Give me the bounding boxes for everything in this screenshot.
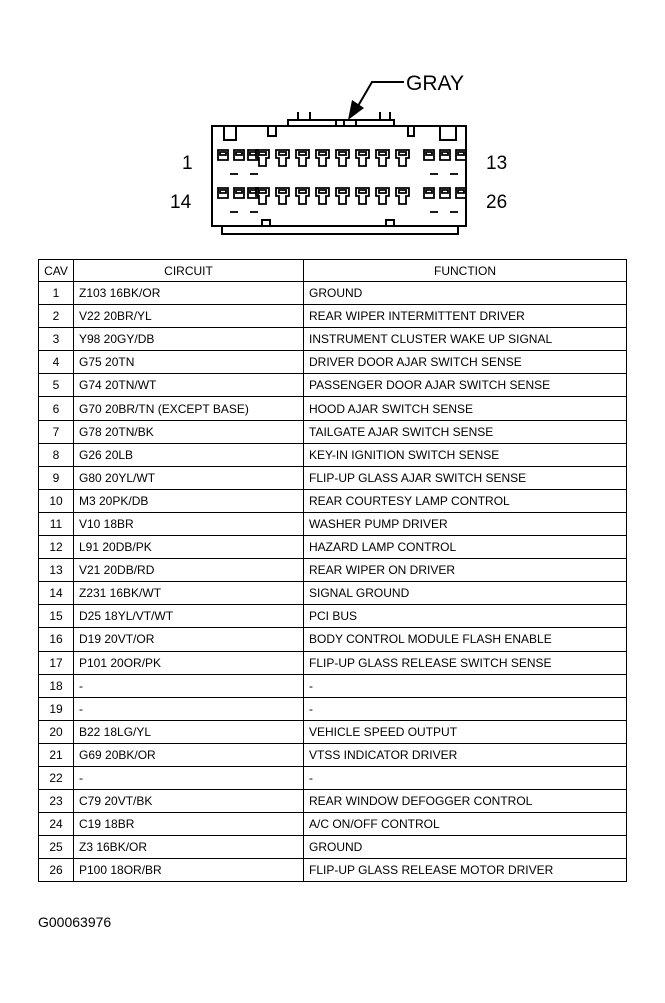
function-cell: WASHER PUMP DRIVER (304, 512, 627, 535)
function-cell: - (304, 766, 627, 789)
callout-leader-line (358, 82, 404, 106)
connector-cavity (276, 150, 289, 166)
connector-cavity (424, 150, 434, 160)
circuit-cell: D25 18YL/VT/WT (74, 605, 304, 628)
table-row (39, 651, 627, 674)
function-cell: BODY CONTROL MODULE FLASH ENABLE (304, 628, 627, 651)
circuit-cell: - (74, 697, 304, 720)
header-function: FUNCTION (304, 260, 627, 282)
circuit-cell: C79 20VT/BK (74, 790, 304, 813)
connector-cavity (218, 188, 228, 198)
cav-cell: 12 (39, 536, 74, 559)
cav-cell: 6 (39, 397, 74, 420)
connector-housing-outline (212, 126, 466, 226)
circuit-cell: G80 20YL/WT (74, 466, 304, 489)
cav-cell: 1 (39, 282, 74, 305)
function-cell: A/C ON/OFF CONTROL (304, 813, 627, 836)
table-row (39, 766, 627, 789)
table-row (39, 859, 627, 882)
cav-cell: 7 (39, 420, 74, 443)
circuit-cell: G74 20TN/WT (74, 374, 304, 397)
table-row (39, 420, 627, 443)
table-header-row (39, 260, 627, 282)
table-row (39, 328, 627, 351)
circuit-cell: M3 20PK/DB (74, 489, 304, 512)
connector-cavity (456, 150, 466, 160)
circuit-cell: V10 18BR (74, 512, 304, 535)
connector-cavity (316, 188, 329, 204)
connector-cavity (376, 150, 389, 166)
cav-cell: 15 (39, 605, 74, 628)
connector-cavity (356, 150, 369, 166)
cav-cell: 25 (39, 836, 74, 859)
function-cell: KEY-IN IGNITION SWITCH SENSE (304, 443, 627, 466)
circuit-cell: Z231 16BK/WT (74, 582, 304, 605)
cav-cell: 22 (39, 766, 74, 789)
cav-cell: 17 (39, 651, 74, 674)
circuit-cell: G69 20BK/OR (74, 743, 304, 766)
function-cell: GROUND (304, 836, 627, 859)
circuit-cell: V22 20BR/YL (74, 305, 304, 328)
table-row (39, 351, 627, 374)
function-cell: PASSENGER DOOR AJAR SWITCH SENSE (304, 374, 627, 397)
table-row (39, 743, 627, 766)
cav-cell: 24 (39, 813, 74, 836)
table-row (39, 720, 627, 743)
circuit-cell: G26 20LB (74, 443, 304, 466)
pin-label-bottom-right: 26 (486, 192, 508, 213)
cav-cell: 19 (39, 697, 74, 720)
connector-face-diagram (0, 0, 665, 250)
circuit-cell: Y98 20GY/DB (74, 328, 304, 351)
pinout-table (38, 259, 627, 882)
function-cell: HAZARD LAMP CONTROL (304, 536, 627, 559)
circuit-cell: B22 18LG/YL (74, 720, 304, 743)
connector-cavity (336, 150, 349, 166)
connector-cavity (396, 188, 409, 204)
cav-cell: 9 (39, 466, 74, 489)
connector-cavity (356, 188, 369, 204)
function-cell: INSTRUMENT CLUSTER WAKE UP SIGNAL (304, 328, 627, 351)
table-row (39, 605, 627, 628)
table-row (39, 836, 627, 859)
cav-cell: 18 (39, 674, 74, 697)
table-row (39, 813, 627, 836)
connector-cavity (234, 150, 244, 160)
circuit-cell: Z3 16BK/OR (74, 836, 304, 859)
table-row (39, 305, 627, 328)
cav-cell: 8 (39, 443, 74, 466)
connector-cavity (276, 188, 289, 204)
function-cell: GROUND (304, 282, 627, 305)
connector-cavity (424, 188, 434, 198)
connector-cavity (376, 188, 389, 204)
connector-cavity (316, 150, 329, 166)
table-row (39, 628, 627, 651)
table-row (39, 466, 627, 489)
function-cell: PCI BUS (304, 605, 627, 628)
table-row (39, 536, 627, 559)
pin-label-top-right: 13 (486, 153, 508, 174)
table-row (39, 443, 627, 466)
function-cell: REAR COURTESY LAMP CONTROL (304, 489, 627, 512)
cav-cell: 16 (39, 628, 74, 651)
table-row (39, 489, 627, 512)
connector-cavity (440, 150, 450, 160)
circuit-cell: D19 20VT/OR (74, 628, 304, 651)
cav-cell: 5 (39, 374, 74, 397)
function-cell: FLIP-UP GLASS AJAR SWITCH SENSE (304, 466, 627, 489)
cav-cell: 13 (39, 559, 74, 582)
function-cell: DRIVER DOOR AJAR SWITCH SENSE (304, 351, 627, 374)
table-row (39, 790, 627, 813)
circuit-cell: C19 18BR (74, 813, 304, 836)
callout-arrowhead (348, 100, 364, 120)
cav-cell: 14 (39, 582, 74, 605)
cav-cell: 3 (39, 328, 74, 351)
circuit-cell: Z103 16BK/OR (74, 282, 304, 305)
function-cell: VTSS INDICATOR DRIVER (304, 743, 627, 766)
circuit-cell: G75 20TN (74, 351, 304, 374)
connector-cavity (296, 150, 309, 166)
connector-cavity (440, 188, 450, 198)
function-cell: REAR WINDOW DEFOGGER CONTROL (304, 790, 627, 813)
connector-cavity (456, 188, 466, 198)
function-cell: - (304, 697, 627, 720)
connector-cavity (336, 188, 349, 204)
table-row (39, 559, 627, 582)
connector-base-flange (222, 226, 458, 234)
function-cell: REAR WIPER ON DRIVER (304, 559, 627, 582)
function-cell: SIGNAL GROUND (304, 582, 627, 605)
table-row (39, 282, 627, 305)
connector-cavities (218, 150, 466, 212)
table-row (39, 374, 627, 397)
circuit-cell: P101 20OR/PK (74, 651, 304, 674)
connector-cavity (234, 188, 244, 198)
table-row (39, 397, 627, 420)
circuit-cell: V21 20DB/RD (74, 559, 304, 582)
header-cav: CAV (39, 260, 74, 282)
cav-cell: 26 (39, 859, 74, 882)
table-row (39, 697, 627, 720)
circuit-cell: L91 20DB/PK (74, 536, 304, 559)
function-cell: VEHICLE SPEED OUTPUT (304, 720, 627, 743)
table-row (39, 582, 627, 605)
connector-cavity (296, 188, 309, 204)
connector-cavity (218, 150, 228, 160)
cav-cell: 11 (39, 512, 74, 535)
connector-color-label: GRAY (406, 72, 464, 95)
cav-cell: 4 (39, 351, 74, 374)
circuit-cell: G78 20TN/BK (74, 420, 304, 443)
function-cell: FLIP-UP GLASS RELEASE MOTOR DRIVER (304, 859, 627, 882)
cav-cell: 21 (39, 743, 74, 766)
header-circuit: CIRCUIT (74, 260, 304, 282)
function-cell: REAR WIPER INTERMITTENT DRIVER (304, 305, 627, 328)
figure-id: G00063976 (38, 914, 112, 930)
pin-label-top-left: 1 (182, 153, 193, 174)
table-row (39, 674, 627, 697)
pin-label-bottom-left: 14 (170, 192, 192, 213)
circuit-cell: - (74, 766, 304, 789)
cav-cell: 23 (39, 790, 74, 813)
cav-cell: 10 (39, 489, 74, 512)
function-cell: FLIP-UP GLASS RELEASE SWITCH SENSE (304, 651, 627, 674)
function-cell: HOOD AJAR SWITCH SENSE (304, 397, 627, 420)
circuit-cell: P100 18OR/BR (74, 859, 304, 882)
cav-cell: 20 (39, 720, 74, 743)
function-cell: - (304, 674, 627, 697)
table-row (39, 512, 627, 535)
function-cell: TAILGATE AJAR SWITCH SENSE (304, 420, 627, 443)
cav-cell: 2 (39, 305, 74, 328)
circuit-cell: - (74, 674, 304, 697)
connector-cavity (396, 150, 409, 166)
circuit-cell: G70 20BR/TN (EXCEPT BASE) (74, 397, 304, 420)
